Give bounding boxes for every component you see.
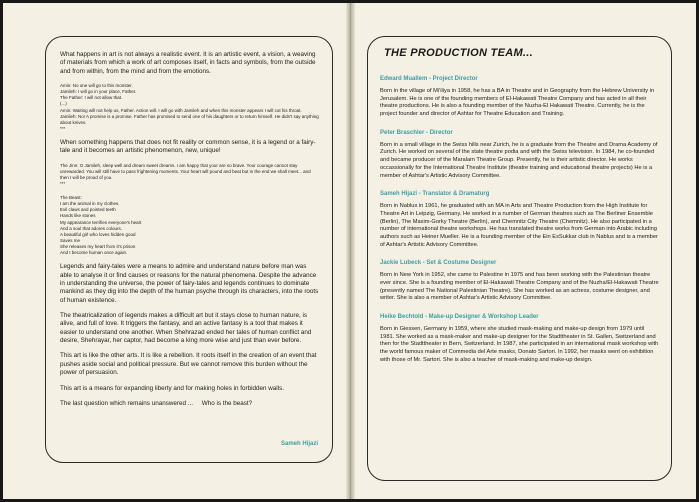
poem-line: And I become human once again. <box>60 250 128 256</box>
poem-line: I am the animal in my clothes. <box>60 201 120 207</box>
poem-line: Hands like stones <box>60 213 96 219</box>
dialogue-line: Jamileh: I will go in your place, Father. <box>60 89 137 95</box>
rebellion-paragraph: This art is like the other arts. It is like a rebellion. It roots itself in the creation of an event that pushes aside social and political pressure. But we cannot remove this burden without the power of persuasion. <box>60 352 317 377</box>
booklet-spread <box>3 3 696 499</box>
dialogue-line: Jamileh: No! A promise is a promise. Father has promised to send one of his daughters or to return himself. He didn't say anything about knives. <box>60 113 319 125</box>
member-bio: Born in the village of Mi'iliya in 1958, he has a BA in Theatre and in Geography from the Hebrew University in Jerusalem. He is one of the founding members of El-Hakawati Theatre Company and has acted in all their theatre productions. He is also a founding member of the Nuzha-El Hakawati Theatre. Currently, he is the project founder and director of Ashtar for Theatre Education and Training. <box>380 88 655 118</box>
poem-title: The Beast: <box>60 195 82 201</box>
member-bio: Born in New York in 1952, she came to Palestine in 1975 and has been working with the Palestinian theatre ever since. She is a founding member of El-Hakawati Theatre Company and of the Nuzha/El-Hakawati Theatre (presently named The National Palestinian Theatre). She has worked as an actress, costume designer, and writer. She is also a member of Ashtar's Artistic Advisory Committee. <box>380 272 659 302</box>
team-member-sameh-hijazi <box>380 191 659 249</box>
member-bio: Born in Giessen, Germany in 1959, where she studied mask-making and make-up design from 1979 until 1981. She worked as a mask-maker and make-up designer for the Stadttheater in St. Gallen, Switzerland and then for the Stadttheater in Bern, Switzerland. In 1987, she participated in an international mask workshop with the world famous maker of Commedia del Arte masks, Donato Sartori. In 1992, her masks went on exhibition with those of Mr. Sartori. She is also a teacher of mask-making and make-up design. <box>380 326 659 363</box>
dialogue-block-2 <box>60 163 319 187</box>
author-signature: Sameh Hijazi <box>280 441 318 447</box>
fairytale-paragraph: Legends and fairy-tales were a means to admire and understand nature before man was able to analyse it or find causes or reasons for the natural phenomena. Despite the advance in understanding the universe, the power of fairy-tales and legends continues to dominate mankind as they dig into the depth of the human psyche through its characters, into the roots of human existence. <box>60 263 319 304</box>
dialogue-line: Amin: Waiting will not help us, Father. Action will. I will go with Jamileh and when this monster appears I will cut his throat. <box>60 107 302 113</box>
dialogue-line: (...) <box>60 101 67 107</box>
beast-poem <box>60 195 319 256</box>
dialogue-line: Amin: No one will go to this monster. <box>60 83 133 89</box>
team-member-heike-bechtold <box>380 314 659 364</box>
page-gutter <box>346 3 355 499</box>
liberty-paragraph: This art is a means for expanding liberty and for making holes in forbidden walls. <box>60 384 285 392</box>
team-member-edward-muallem <box>380 76 659 119</box>
member-bio: Born in Nablus in 1961, he graduated with an MA in Arts and Theatre Production from the High Institute for Theatre Art in Leipzig, Germany. He worked in a number of German theatres such as The Berliner Ensemble (Berlin), The Maxim-Gorky Theatre (Berlin), and Chemnitz City Theatre (Chemnitz). He also participated in a number of international theatre workshops. He has translated theatre works from German into Arabic including authors such as Heiner Mueller. He is a founding member of the Ein EsSukkar club in Nablus and is a member of Ashtar's Artistic Advisory Committee. <box>380 203 658 248</box>
member-heading: Edward Muallem - Project Director <box>380 76 478 82</box>
section-divider: *** <box>60 181 66 186</box>
section-divider: *** <box>60 125 66 131</box>
member-heading: Jackie Lubeck - Set & Costume Designer <box>380 260 497 267</box>
member-bio: Born in a small village in the Swiss hills near Zurich, he is a graduate from the Theatre and Drama Academy of Zurich. He worked on several of the state theatre podia and with the Swiss television. In 1984, he co-founded and became producer of the Maralam Theatre Group. Presently, he is their artistic director. He works occassionally for the International Theatre Institute (theatre training and educational theatre projects) He is a member of Ashtar's Artistic Advisory Committee. <box>380 141 658 179</box>
dialogue-line: The Father: I will not allow that. <box>60 95 123 101</box>
poem-line: And a soul that adores colours. <box>60 225 123 231</box>
poem-line: My appearance terrifies everyone's heart <box>60 219 142 225</box>
poem-line: A beautiful girl who loves hidden good <box>60 231 136 237</box>
theatricalization-paragraph: The theatricalization of legends makes a difficult art but it stays close to human nature, is alive, and full of love. It triggers the fantasy, and an active fantasy is a tool that makes it easier to understand one another. When Shehrazad ended her tales of human conflict and desire, Shehrayar, her captor, had become a king more wise and just than ever before. <box>60 312 312 345</box>
closing-question: The last question which remains unanswered ... Who is the beast? <box>60 399 253 407</box>
intro-paragraph: What happens in art is not always a realistic event. It is an artistic event, a vision, a weaving of materials from which a work of art composes itself, in facts and symbols, from the outside and from within, from the mind and from the emotions. <box>60 51 316 75</box>
right-page-frame <box>367 36 672 481</box>
member-heading: Heike Bechtold - Make-up Designer & Workshop Leader <box>380 314 539 321</box>
dialogue-line: The Jinn: O Jamileh, sleep well and dream sweet dreams. I am happy that your are so brave. Your courage cannot stay unrewarded. You will still have to pass frightening moments. Your heart will pound and beat but in the end we shall meet... and then I will be proud of you. <box>60 162 311 180</box>
dialogue-block-1 <box>60 83 319 132</box>
legend-paragraph: When something happens that does not fit reality or common sense, it is a legend or a fairy-tale and it becomes an artistic phenomenon, new, unique! <box>60 138 316 155</box>
left-page-frame <box>45 36 333 463</box>
poem-line: Saves me <box>60 237 81 243</box>
team-member-peter-braschler <box>380 130 659 180</box>
page-title: THE PRODUCTION TEAM... <box>384 47 533 59</box>
member-heading: Peter Braschler - Director <box>380 129 453 136</box>
poem-line: Evil claws and pointed teeth <box>60 207 116 213</box>
team-member-jackie-lubeck <box>380 260 659 303</box>
member-heading: Sameh Hijazi - Translator & Dramaturg <box>380 191 490 198</box>
poem-line: She releases my heart from it's prison <box>60 243 136 249</box>
